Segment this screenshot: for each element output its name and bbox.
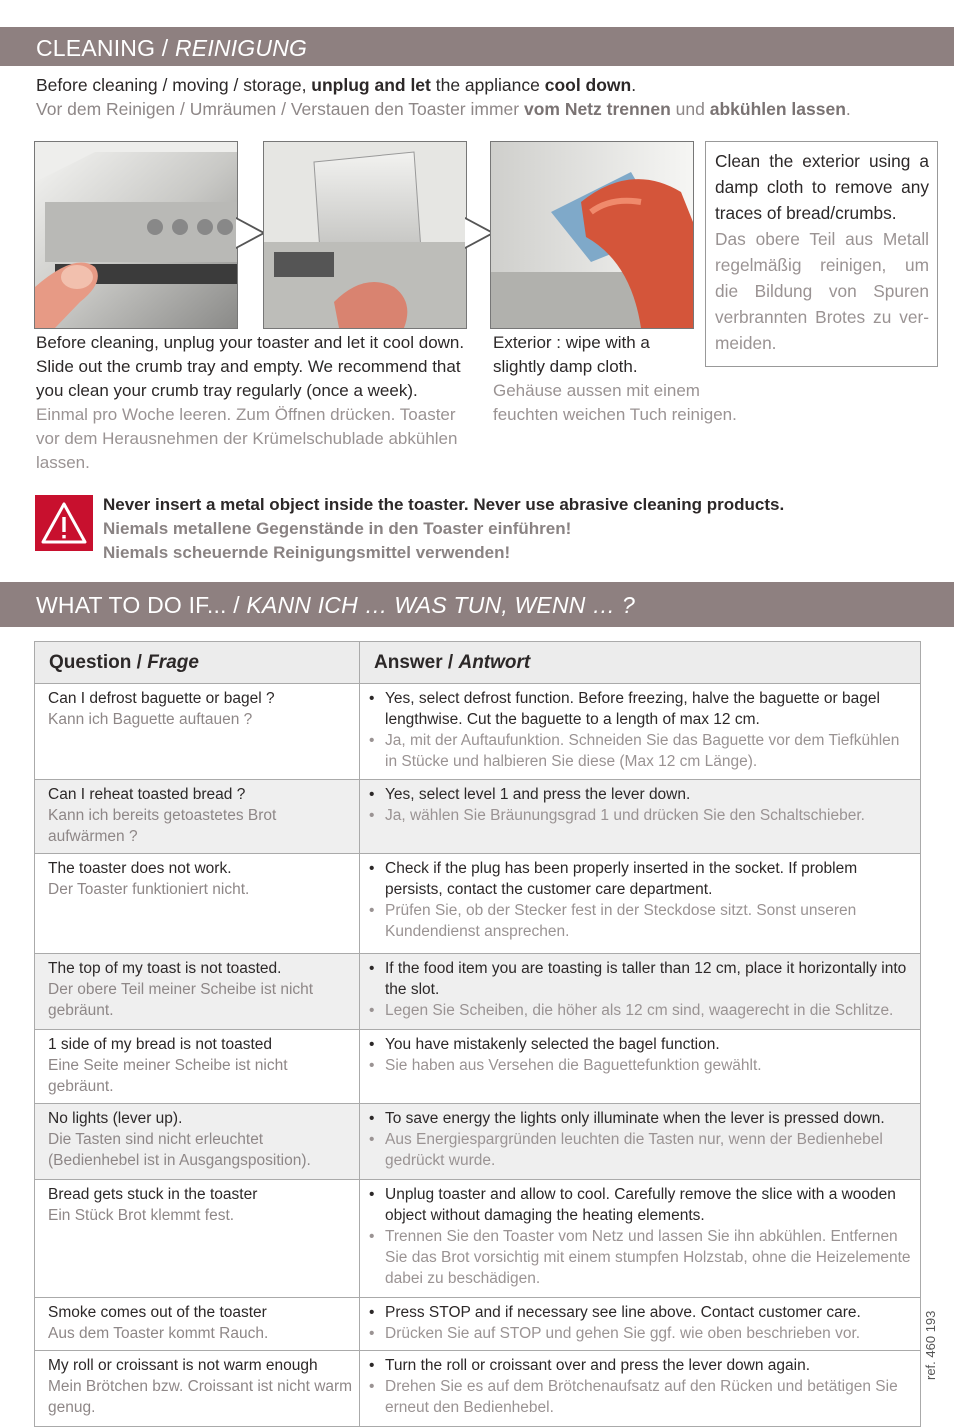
answer-en: • Press STOP and if necessary see line above. Contact customer care. bbox=[369, 1304, 861, 1321]
answer-en: • Turn the roll or croissant over and press the lever down again. bbox=[369, 1357, 811, 1374]
answer-de: • Drehen Sie es auf dem Brötchenaufsatz auf den Rücken und betätigen Sie erneut den Bedienhebel. bbox=[369, 1376, 912, 1418]
table-row bbox=[35, 954, 921, 1030]
intro-de bbox=[36, 97, 851, 121]
answer-de-text: Aus Energiespargründen leuchten die Tasten nur, wenn der Bedienhebel gedrückt wurde. bbox=[385, 1131, 883, 1169]
table-row bbox=[35, 1030, 921, 1104]
reference-number: ref. 460 193 bbox=[923, 1310, 938, 1380]
question-cell bbox=[35, 1104, 360, 1180]
arrow-right-icon-fill bbox=[465, 219, 491, 247]
question-cell bbox=[35, 1351, 360, 1427]
cleaning-title-de: REINIGUNG bbox=[174, 35, 308, 61]
answer-en-text: If the food item you are toasting is taller than 12 cm, place it horizontally into the slot. bbox=[385, 960, 907, 998]
table-row bbox=[35, 1298, 921, 1351]
question-en: The top of my toast is not toasted. bbox=[48, 960, 282, 977]
intro-en-text: Before cleaning / moving / storage, bbox=[36, 75, 312, 95]
answer-en-text: Unplug toaster and allow to cool. Carefully remove the slice with a wooden object without damaging the heating elements. bbox=[385, 1186, 896, 1224]
intro-de-text: und bbox=[670, 99, 710, 119]
caption-crumb-tray bbox=[36, 331, 476, 475]
answer-cell bbox=[360, 1298, 921, 1351]
exterior-tip-en: Clean the exterior using a damp cloth to remove any traces of bread/crumbs. bbox=[715, 151, 929, 223]
warning-en: Never insert a metal object inside the toaster. Never use abrasive cleaning products. bbox=[103, 495, 785, 514]
question-en: 1 side of my bread is not toasted bbox=[48, 1036, 273, 1053]
table-row bbox=[35, 1180, 921, 1298]
answer-de-text: Drücken Sie auf STOP und gehen Sie ggf. wie oben beschrieben vor. bbox=[385, 1325, 861, 1342]
answer-cell bbox=[360, 1030, 921, 1104]
answer-column-header bbox=[360, 642, 921, 684]
whattodo-header bbox=[0, 582, 954, 627]
photo-wipe-exterior bbox=[490, 141, 694, 329]
question-en: Can I reheat toasted bread ? bbox=[48, 786, 246, 803]
answer-de: • Prüfen Sie, ob der Stecker fest in der Steckdose sitzt. Sonst unseren Kundendienst ansprechen. bbox=[369, 900, 912, 942]
question-en: Can I defrost baguette or bagel ? bbox=[48, 690, 275, 707]
question-de: Der Toaster funktioniert nicht. bbox=[48, 881, 250, 898]
question-cell bbox=[35, 1180, 360, 1298]
question-en: The toaster does not work. bbox=[48, 860, 232, 877]
table-row bbox=[35, 854, 921, 954]
answer-en-text: To save energy the lights only illuminate when the lever is pressed down. bbox=[385, 1110, 885, 1127]
question-cell bbox=[35, 1298, 360, 1351]
answer-de-text: Ja, mit der Auftaufunktion. Schneiden Sie das Baguette vor dem Tiefkühlen in Stücke und halbieren Sie diese (Max 12 cm Länge). bbox=[385, 732, 900, 770]
question-cell bbox=[35, 1030, 360, 1104]
intro-en-bold-unplug: unplug and let bbox=[311, 75, 431, 95]
question-cell bbox=[35, 684, 360, 780]
answer-cell bbox=[360, 1180, 921, 1298]
answer-cell bbox=[360, 780, 921, 854]
answer-de: • Ja, wählen Sie Bräunungsgrad 1 und drücken Sie den Schaltschieber. bbox=[369, 807, 865, 824]
answer-de: • Sie haben aus Versehen die Baguettefunktion gewählt. bbox=[369, 1057, 762, 1074]
warning-icon bbox=[35, 495, 93, 551]
answer-en-text: Check if the plug has been properly inserted in the socket. If problem persists, contact the customer care department. bbox=[385, 860, 858, 898]
question-cell bbox=[35, 854, 360, 954]
table-row bbox=[35, 1351, 921, 1427]
question-de: Kann ich Baguette auftauen ? bbox=[48, 711, 253, 728]
exterior-tip-box bbox=[705, 141, 938, 367]
question-de: Aus dem Toaster kommt Rauch. bbox=[48, 1325, 269, 1342]
answer-cell bbox=[360, 1351, 921, 1427]
answer-de-text: Sie haben aus Versehen die Baguettefunktion gewählt. bbox=[385, 1057, 762, 1074]
answer-en-text: Yes, select level 1 and press the lever down. bbox=[385, 786, 691, 803]
whattodo-title-de: KANN ICH … WAS TUN, WENN … ? bbox=[246, 592, 635, 618]
faq-table bbox=[34, 641, 921, 1427]
question-de: Eine Seite meiner Scheibe ist nicht gebräunt. bbox=[48, 1057, 288, 1095]
answer-en-text: You have mistakenly selected the bagel function. bbox=[385, 1036, 720, 1053]
question-de: Ein Stück Brot klemmt fest. bbox=[48, 1207, 235, 1224]
question-en: Smoke comes out of the toaster bbox=[48, 1304, 267, 1321]
answer-en: • You have mistakenly selected the bagel function. bbox=[369, 1036, 720, 1053]
intro-de-bold-netz: vom Netz trennen bbox=[523, 99, 671, 119]
intro-en bbox=[36, 73, 851, 97]
intro-en-bold-cooldown: cool down bbox=[544, 75, 632, 95]
cleaning-intro bbox=[36, 73, 851, 121]
photo-toaster-button-press bbox=[34, 141, 238, 329]
question-header-en: Question / bbox=[49, 652, 148, 673]
answer-de-text: Trennen Sie den Toaster vom Netz und lassen Sie ihn abkühlen. Entfernen Sie das Brot vorsichtig mit einem stumpfen Holzstab, ohne die Heizelemente dabei zu beschädigen. bbox=[385, 1228, 911, 1287]
answer-de-text: Legen Sie Scheiben, die höher als 12 cm sind, waagerecht in die Schlitze. bbox=[385, 1002, 894, 1019]
faq-header-row bbox=[35, 642, 921, 684]
answer-en: • Unplug toaster and allow to cool. Carefully remove the slice with a wooden object without damaging the heating elements. bbox=[369, 1184, 912, 1226]
answer-de: • Drücken Sie auf STOP und gehen Sie ggf. wie oben beschrieben vor. bbox=[369, 1325, 861, 1342]
photo-crumb-tray bbox=[263, 141, 467, 329]
question-de: Die Tasten sind nicht erleuchtet (Bedienhebel ist in Ausgangsposition). bbox=[48, 1131, 311, 1169]
answer-de: • Legen Sie Scheiben, die höher als 12 cm sind, waagerecht in die Schlitze. bbox=[369, 1002, 894, 1019]
table-row bbox=[35, 1104, 921, 1180]
answer-header-en: Answer / bbox=[374, 652, 459, 673]
intro-en-text: the appliance bbox=[430, 75, 545, 95]
answer-de: • Ja, mit der Auftaufunktion. Schneiden Sie das Baguette vor dem Tiefkühlen in Stücke und halbieren Sie diese (Max 12 cm Länge). bbox=[369, 730, 912, 772]
question-column-header bbox=[35, 642, 360, 684]
answer-en-text: Turn the roll or croissant over and press the lever down again. bbox=[385, 1357, 811, 1374]
answer-de-text: Drehen Sie es auf dem Brötchenaufsatz auf den Rücken und betätigen Sie erneut den Bedienhebel. bbox=[385, 1378, 898, 1416]
question-en: No lights (lever up). bbox=[48, 1110, 183, 1127]
arrow-right-icon-fill bbox=[236, 219, 262, 247]
answer-de-text: Prüfen Sie, ob der Stecker fest in der Steckdose sitzt. Sonst unseren Kundendienst ansprechen. bbox=[385, 902, 857, 940]
question-de: Der obere Teil meiner Scheibe ist nicht gebräunt. bbox=[48, 981, 314, 1019]
answer-header-de: Antwort bbox=[458, 652, 531, 673]
question-cell bbox=[35, 780, 360, 854]
question-de: Mein Brötchen bzw. Croissant ist nicht warm genug. bbox=[48, 1378, 353, 1416]
answer-cell bbox=[360, 954, 921, 1030]
table-row bbox=[35, 684, 921, 780]
answer-en-text: Press STOP and if necessary see line above. Contact customer care. bbox=[385, 1304, 861, 1321]
answer-en: • Yes, select defrost function. Before freezing, halve the baguette or bagel lengthwise. Cut the baguette to a length of max 12 cm. bbox=[369, 688, 912, 730]
question-en: Bread gets stuck in the toaster bbox=[48, 1186, 258, 1203]
answer-en: • Yes, select level 1 and press the lever down. bbox=[369, 786, 691, 803]
answer-de: • Trennen Sie den Toaster vom Netz und lassen Sie ihn abkühlen. Entfernen Sie das Brot vorsichtig mit einem stumpfen Holzstab, ohne die Heizelemente dabei zu beschädigen. bbox=[369, 1228, 911, 1287]
warning-text bbox=[103, 493, 784, 565]
answer-cell bbox=[360, 1104, 921, 1180]
whattodo-title-en: WHAT TO DO IF... / bbox=[36, 592, 247, 618]
question-header-de: Frage bbox=[147, 652, 199, 673]
intro-en-text: . bbox=[631, 75, 637, 95]
answer-en: • To save energy the lights only illuminate when the lever is pressed down. bbox=[369, 1110, 885, 1127]
answer-cell bbox=[360, 684, 921, 780]
question-de: Kann ich bereits getoastetes Brot aufwärmen ? bbox=[48, 807, 277, 845]
answer-en-text: Yes, select defrost function. Before freezing, halve the baguette or bagel lengthwise. Cut the baguette to a length of max 12 cm. bbox=[385, 690, 880, 728]
question-en: My roll or croissant is not warm enough bbox=[48, 1357, 318, 1374]
intro-de-bold-abkuehlen: abkühlen lassen bbox=[709, 99, 846, 119]
warning-de-1: Niemals metallene Gegenstände in den Toaster einführen! bbox=[103, 519, 572, 538]
answer-de: • Aus Energiespargründen leuchten die Tasten nur, wenn der Bedienhebel gedrückt wurde. bbox=[369, 1129, 912, 1171]
caption-exterior-de: Gehäuse aussen mit einem feuchten weichen Tuch reinigen. bbox=[493, 381, 737, 424]
answer-en: • If the food item you are toasting is taller than 12 cm, place it horizontally into the slot. bbox=[369, 958, 912, 1000]
caption-crumb-tray-en: Before cleaning, unplug your toaster and let it cool down. Slide out the crumb tray and empty. We recommend that you clean your crumb tray regularly (once a week). bbox=[36, 333, 465, 400]
caption-crumb-tray-de: Einmal pro Woche leeren. Zum Öffnen drücken. Toaster vor dem Herausnehmen der Krümelschublade abkühlen lassen. bbox=[36, 405, 458, 472]
question-cell bbox=[35, 954, 360, 1030]
warning-de-2: Niemals scheuernde Reinigungsmittel verwenden! bbox=[103, 543, 511, 562]
cleaning-title-en: CLEANING / bbox=[36, 35, 175, 61]
answer-en: • Check if the plug has been properly inserted in the socket. If problem persists, contact the customer care department. bbox=[369, 858, 912, 900]
caption-exterior-en: Exterior : wipe with a slightly damp cloth. bbox=[493, 333, 650, 376]
intro-de-text: . bbox=[845, 99, 851, 119]
intro-de-text: Vor dem Reinigen / Umräumen / Verstauen den Toaster immer bbox=[36, 99, 524, 119]
table-row bbox=[35, 780, 921, 854]
cleaning-header bbox=[0, 27, 954, 66]
exterior-tip-de: Das obere Teil aus Metall regelmäßig reinigen, um die Bildung von Spuren verbrannten Brotes zu ver-meiden. bbox=[715, 229, 929, 353]
answer-cell bbox=[360, 854, 921, 954]
answer-de-text: Ja, wählen Sie Bräunungsgrad 1 und drücken Sie den Schaltschieber. bbox=[385, 807, 865, 824]
